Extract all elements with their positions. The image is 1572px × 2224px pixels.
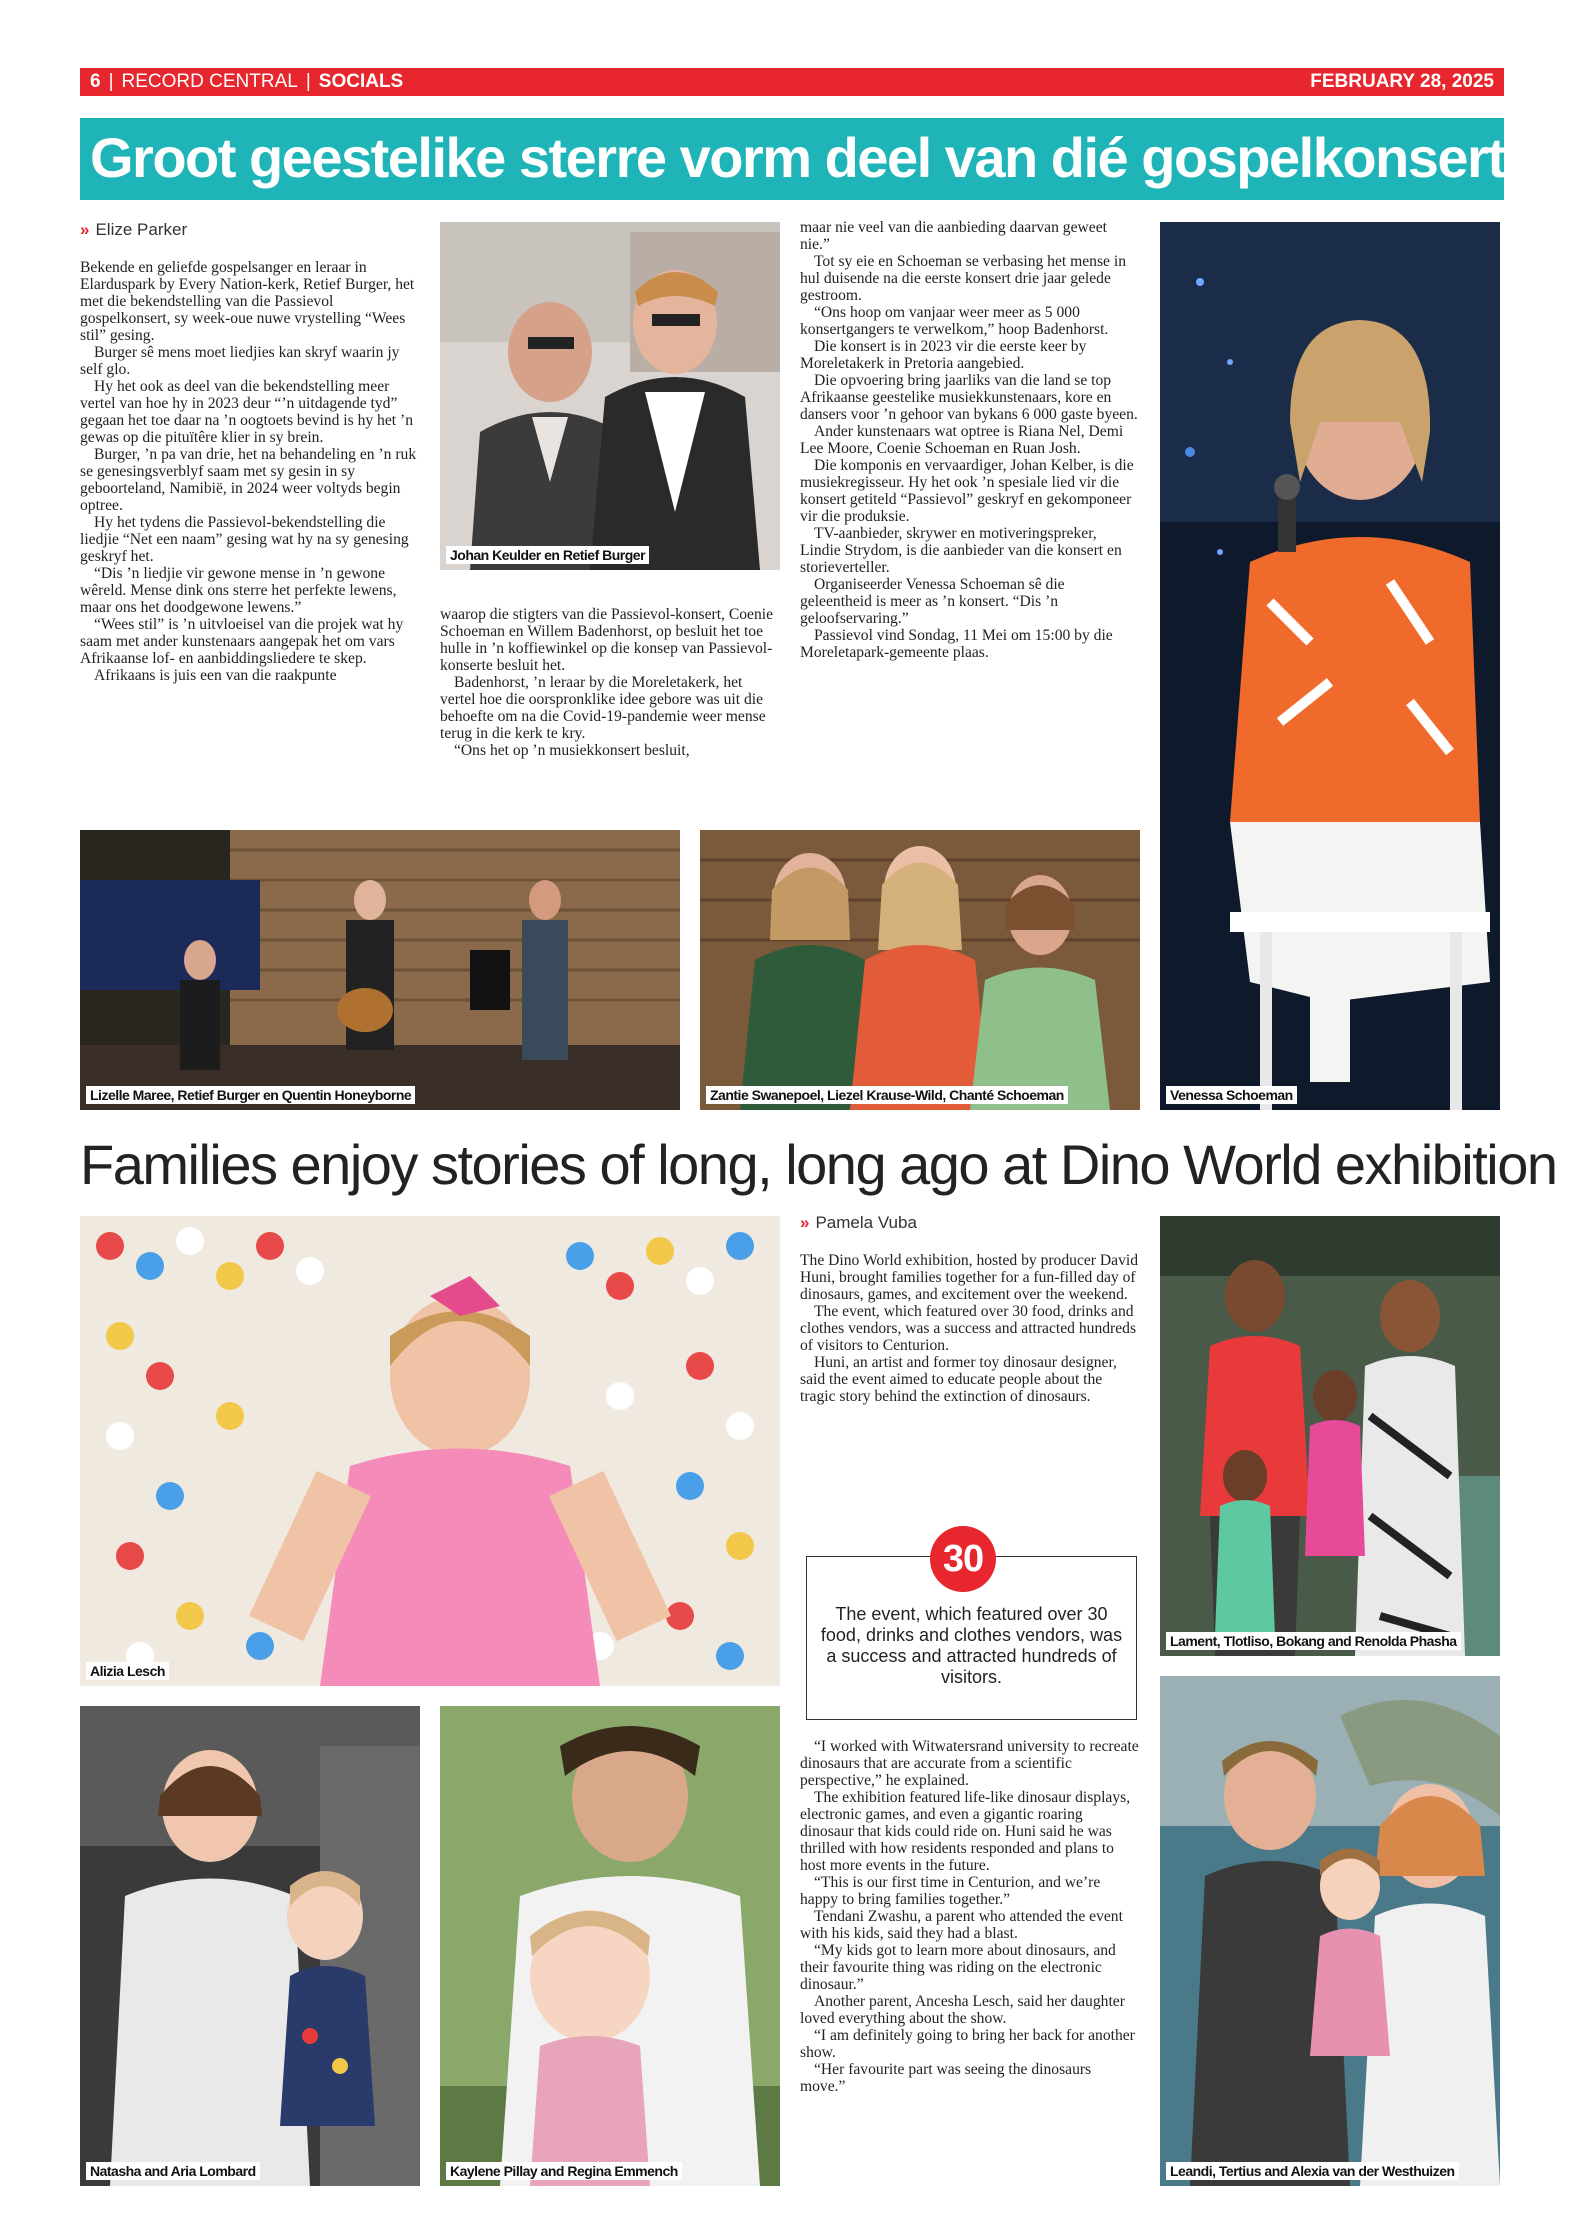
photo-lombard	[80, 1706, 420, 2186]
paragraph: “This is our first time in Centurion, and we’re happy to bring families together.”	[800, 1874, 1101, 1908]
paragraph: Burger sê mens moet liedjies kan skryf waarin jy self glo.	[80, 344, 400, 378]
photo-three-women-image	[700, 830, 1140, 1110]
paragraph: Die komponis en vervaardiger, Johan Kelber, is die musiekregisseur. Hy het ook ’n spesiale lied vir die konsert getiteld “Passievol” geskryf en gekomponeer vir die produksie.	[800, 457, 1134, 525]
paragraph: “Her favourite part was seeing the dinosaurs move.”	[800, 2061, 1092, 2095]
article1-headline: Groot geestelike sterre vorm deel van dié gospelkonsert	[90, 126, 1505, 189]
photo-alizia-lesch	[80, 1216, 780, 1686]
pull-quote-text: The event, which featured over 30 food, drinks and clothes vendors, was a success and attracted hundreds of visitors.	[820, 1604, 1123, 1687]
paragraph: “Dis ’n liedjie vir gewone mense in ’n gewone wêreld. Mense dink ons sterre het perfekte lewens, maar ons het doodgewone lewens.”	[80, 565, 397, 616]
paragraph: “Ons hoop om vanjaar weer meer as 5 000 konsertgangers te verwelkom,” hoop Badenhorst.	[800, 304, 1109, 338]
paragraph: waarop die stigters van die Passievol-konsert, Coenie Schoeman en Willem Badenhorst, op besluit het toe hulle in ’n koffiewinkel op die konsep van Passievol-konserte besluit het.	[440, 606, 774, 674]
photo-caption: Lament, Tlotliso, Bokang and Renolda Phasha	[1166, 1632, 1461, 1650]
paragraph: Ander kunstenaars wat optree is Riana Nel, Demi Lee Moore, Coenie Schoeman en Ruan Josh.	[800, 423, 1124, 457]
article1-byline-name: Elize Parker	[95, 220, 188, 239]
paragraph: Tot sy eie en Schoeman se verbasing het mense in hul duisende na die eerste konsert drie jaar gelede gestroom.	[800, 253, 1126, 304]
photo-caption: Alizia Lesch	[86, 1662, 169, 1680]
photo-caption: Leandi, Tertius and Alexia van der Westhuizen	[1166, 2162, 1459, 2180]
photo-caption: Johan Keulder en Retief Burger	[446, 546, 649, 564]
double-chevron-icon: »	[80, 220, 90, 239]
paragraph: “Wees stil” is ’n uitvloeisel van die projek wat hy saam met ander kunstenaars aangepak het om vars Afrikaanse lof- en aanbiddingsliedere te skep.	[80, 616, 404, 667]
photo-venessa-schoeman	[1160, 222, 1500, 1110]
article2-continued-column	[800, 1738, 1140, 2188]
photo-stage-image	[80, 830, 680, 1110]
paragraph: The event, which featured over 30 food, drinks and clothes vendors, was a success and attracted hundreds of visitors to Centurion.	[800, 1303, 1137, 1354]
photo-westhuizen-image	[1160, 1676, 1500, 2186]
photo-lombard-image	[80, 1706, 420, 2186]
paragraph: Hy het tydens die Passievol-bekendstelling die liedjie “Net een naam” gesing wat hy na sy genesing geskryf het.	[80, 514, 409, 565]
article2-byline	[800, 1213, 917, 1233]
paragraph: The Dino World exhibition, hosted by producer David Huni, brought families together for a fun-filled day of dinosaurs, games, and excitement over the weekend.	[800, 1252, 1138, 1303]
photo-caption: Zantie Swanepoel, Liezel Krause-Wild, Chanté Schoeman	[706, 1086, 1068, 1104]
photo-stage-performers	[80, 830, 680, 1110]
photo-keulder-image	[440, 222, 780, 570]
headline-banner	[80, 118, 1504, 200]
photo-pillay-emmench	[440, 1706, 780, 2186]
paragraph: maar nie veel van die aanbieding daarvan geweet nie.”	[800, 219, 1107, 253]
paragraph: Passievol vind Sondag, 11 Mei om 15:00 by die Moreletapark-gemeente plaas.	[800, 627, 1113, 661]
photo-phasha-image	[1160, 1216, 1500, 1656]
page-number: 6	[90, 71, 101, 92]
top-bar	[80, 68, 1504, 96]
photo-caption: Natasha and Aria Lombard	[86, 2162, 260, 2180]
paragraph: Badenhorst, ’n leraar by die Moreletakerk, het vertel hoe die oorspronklike idee gebore was uit die behoefte om na die Covid-19-pandemie weer mense terug in die kerk te kry.	[440, 674, 766, 742]
article1-byline	[80, 220, 187, 240]
paragraph: Hy het ook as deel van die bekendstelling meer vertel van hoe hy in 2023 deur “’n uitdagende tyd” gegaan het toe daar na ’n oogtoets bevind is hy het ’n gewas op die pituïtêre klier in sy brein.	[80, 378, 413, 446]
article1-column-2	[440, 606, 780, 811]
article1-column-3	[800, 219, 1140, 811]
photo-phasha-family	[1160, 1216, 1500, 1656]
paragraph: “I worked with Witwatersrand university to recreate dinosaurs that are accurate from a scientific perspective,” he explained.	[800, 1738, 1139, 1789]
issue-date: FEBRUARY 28, 2025	[1310, 71, 1494, 92]
paragraph: Afrikaans is juis een van die raakpunte	[94, 667, 337, 684]
top-bar-left: 6 | RECORD CENTRAL | SOCIALS	[90, 71, 404, 92]
paragraph: Another parent, Ancesha Lesch, said her daughter loved everything about the show.	[800, 1993, 1125, 2027]
paragraph: Die opvoering bring jaarliks van die land se top Afrikaanse geestelike musiekkunstenaars, kore en dansers voor ’n gehoor van bykans 6 000 gaste byeen.	[800, 372, 1138, 423]
paragraph: “I am definitely going to bring her back for another show.	[800, 2027, 1135, 2061]
pull-quote-number: 30	[930, 1526, 996, 1592]
section-name: SOCIALS	[318, 71, 404, 92]
photo-pillay-image	[440, 1706, 780, 2186]
publication-name: RECORD CENTRAL	[121, 71, 298, 92]
photo-caption: Venessa Schoeman	[1166, 1086, 1297, 1104]
photo-venessa-image	[1160, 222, 1500, 1110]
paragraph: Die konsert is in 2023 vir die eerste keer by Moreletakerk in Pretoria aangebied.	[800, 338, 1087, 372]
article2-intro-column	[800, 1252, 1140, 1497]
paragraph: TV-aanbieder, skrywer en motiveringspreker, Lindie Strydom, is die aanbieder van die konsert en storieverteller.	[800, 525, 1122, 576]
photo-three-women	[700, 830, 1140, 1110]
photo-caption: Kaylene Pillay and Regina Emmench	[446, 2162, 682, 2180]
photo-alizia-image	[80, 1216, 780, 1686]
paragraph: “Ons het op ’n musiekkonsert besluit,	[454, 742, 690, 759]
article2-byline-name: Pamela Vuba	[815, 1213, 917, 1232]
paragraph: Organiseerder Venessa Schoeman sê die geleentheid is meer as ’n konsert. “Dis ’n geloofservaring.”	[800, 576, 1065, 627]
article2-headline: Families enjoy stories of long, long ago at Dino World exhibition	[80, 1133, 1557, 1196]
paragraph: Tendani Zwashu, a parent who attended the event with his kids, said they had a blast.	[800, 1908, 1123, 1942]
photo-keulder-burger	[440, 222, 780, 570]
photo-caption: Lizelle Maree, Retief Burger en Quentin Honeyborne	[86, 1086, 415, 1104]
paragraph: Burger, ’n pa van drie, het na behandeling en ’n ruk se genesingsverblyf saam met sy gesin in sy geboorteland, Namibië, in 2024 weer voltyds begin optree.	[80, 446, 417, 514]
paragraph: The exhibition featured life-like dinosaur displays, electronic games, and even a gigantic roaring dinosaur that kids could ride on. Huni said he was thrilled with how residents responded and plans to host more events in the future.	[800, 1789, 1131, 1874]
paragraph: Bekende en geliefde gospelsanger en leraar in Elarduspark by Every Nation-kerk, Retief Burger, het met die bekendstelling van die Passievol gospelkonsert, sy week-oue nuwe vrystelling “Wees stil” gesing.	[80, 259, 415, 344]
photo-van-der-westhuizen	[1160, 1676, 1500, 2186]
paragraph: Huni, an artist and former toy dinosaur designer, said the event aimed to educate people about the tragic story behind the extinction of dinosaurs.	[800, 1354, 1117, 1405]
paragraph: “My kids got to learn more about dinosaurs, and their favourite thing was riding on the electronic dinosaur.”	[800, 1942, 1116, 1993]
double-chevron-icon: »	[800, 1213, 810, 1232]
article1-column-1	[80, 259, 420, 811]
